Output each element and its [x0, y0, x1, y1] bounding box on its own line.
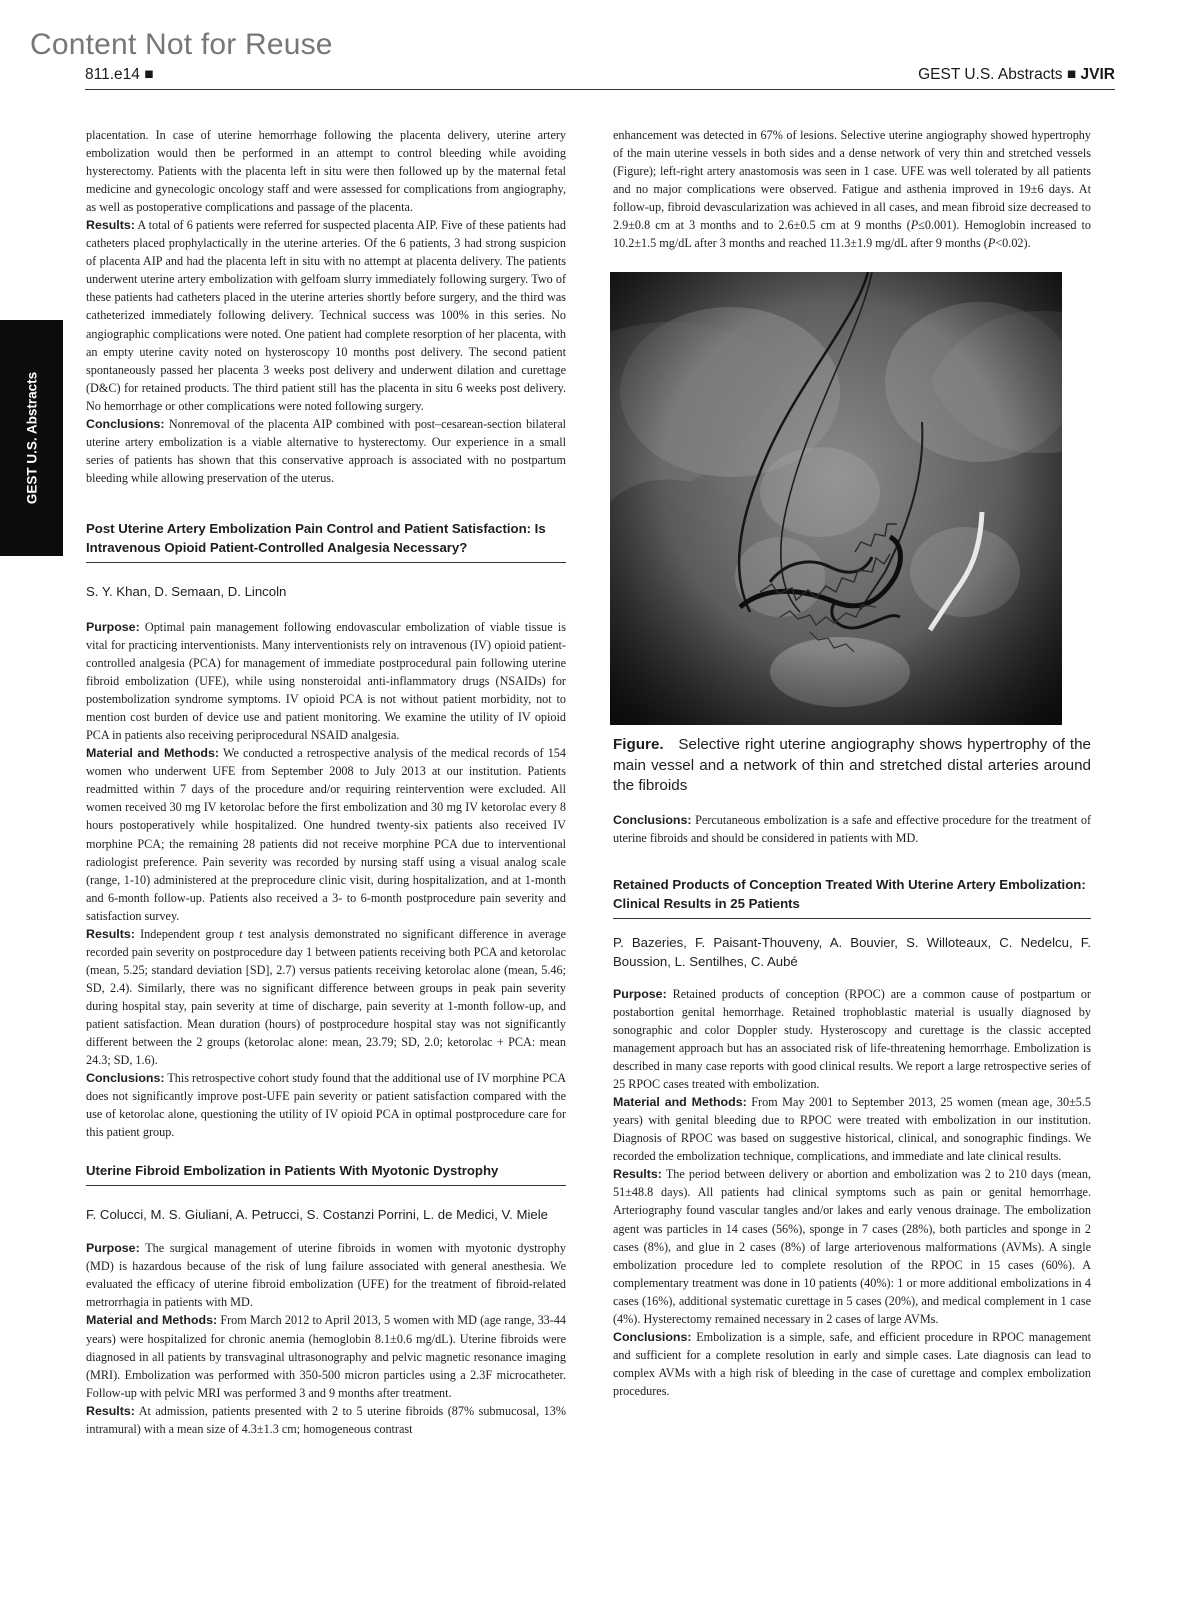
- methods-text: We conducted a retrospective analysis of the medical records of 154 women who underwent UFE from September 2008 to July 2013 at our institution. Patients readmitted within 7 days of the procedure and/or requiring reintervention were excluded. All women received 30 mg IV ketorolac before the first embolization and 30 mg IV ketorolac every 8 hours postoperatively while hospitalized. One hundred twenty-six patients also received IV morphine PCA; the remaining 28 patients did not receive morphine PCA due to interventional radiologist preference. Pain severity was recorded by nursing staff using a visual analog scale (range, 1-10) administered at the preprocedure clinic visit, during hospitalization, and at 1-month and 6-month follow-up. Patients also received a 3- to 6-month postprocedure pain severity and satisfaction survey.: [86, 746, 566, 923]
- results-text: Independent group: [140, 926, 234, 941]
- purpose-label: Purpose:: [86, 1241, 140, 1256]
- results-text: A total of 6 patients were referred for suspected placenta AIP. Five of these patients had catheters placed prophylactically in the uterine arteries. Of the 6 patients, 3 had strong suspicion of placenta AIP and had the placenta left in situ with no attempt at placenta delivery. The patients underwent uterine artery embolization with gelfoam slurry immediately following surgery. Two of these patients had catheters placed in the uterine arteries shortly before surgery, and the third was catheterized immediately following delivery. Technical success was 100% in this series. No angiographic complications were noted. One patient had complete resorption of her placenta, with an empty uterine cavity noted on hysteroscopy 10 months post delivery. The second patient spontaneously passed her placenta 3 weeks post delivery and underwent dilation and curettage (D&C) for retained products. The third patient still has the placenta in situ 6 weeks post delivery. No hemorrhage or other complications were noted following surgery.: [86, 218, 566, 413]
- figure-label: Figure.: [613, 736, 664, 754]
- continued-text: ≤0.001). Hemoglobin increased to 10.2±1.5 mg/dL after 3 months and reached 11.3±1.9 mg/dL after 9 months (: [613, 218, 1092, 251]
- p-symbol: P: [987, 236, 996, 251]
- separator-square: ■: [144, 66, 154, 83]
- side-tab-label: GEST U.S. Abstracts: [24, 371, 39, 505]
- methods-section: [86, 744, 566, 924]
- continued-paragraph: [613, 126, 1091, 252]
- purpose-section: [86, 618, 566, 744]
- purpose-label: Purpose:: [86, 619, 140, 634]
- page-number: 811.e14: [85, 66, 140, 83]
- figure-caption: [613, 735, 1091, 797]
- conclusions-label: Conclusions:: [613, 1329, 692, 1344]
- header-left: [85, 66, 154, 84]
- results-label: Results:: [86, 218, 135, 233]
- abstract-title: Uterine Fibroid Embolization in Patients With Myotonic Dystrophy: [86, 1161, 566, 1186]
- conclusions-section: [86, 1069, 566, 1141]
- p-symbol: P: [910, 218, 919, 233]
- abstract-title: Retained Products of Conception Treated With Uterine Artery Embolization: Clinical Results in 25 Patients: [613, 875, 1091, 919]
- conclusions-text: Percutaneous embolization is a safe and effective procedure for the treatment of uterine fibroids and should be considered in patients with MD.: [613, 812, 1091, 845]
- t-symbol: t: [239, 926, 243, 941]
- continued-paragraph: placentation. In case of uterine hemorrhage following the placenta delivery, uterine artery embolization would then be performed in an attempt to control bleeding while avoiding hysterectomy. Patients with the placenta left in situ were then followed up by the maternal fetal medicine and gynecologic oncology staff and were assessed for complications from angiography, as well as postoperative complications and passage of the placenta.: [86, 128, 566, 215]
- header-right: [918, 66, 1115, 84]
- conclusions-section: [613, 811, 1091, 847]
- running-header: [85, 63, 1115, 90]
- methods-text: From May 2001 to September 2013, 25 women (mean age, 30±5.5 years) with genital bleeding due to RPOC were treated with embolization in our institution. Diagnosis of RPOC was based on suggestive historical, clinical, and sonographic findings. We recorded the embolization technique, complications, and immediate and late clinical results.: [613, 1095, 1092, 1164]
- results-label: Results:: [86, 1403, 135, 1418]
- results-label: Results:: [613, 1167, 662, 1182]
- separator-square: ■: [1066, 66, 1077, 83]
- abstract-authors: P. Bazeries, F. Paisant-Thouveny, A. Bouvier, S. Willoteaux, C. Nedelcu, F. Boussion, L. Sentilhes, C. Aubé: [613, 934, 1091, 969]
- methods-section: [613, 1093, 1091, 1165]
- results-section: [86, 925, 566, 1069]
- methods-text: From March 2012 to April 2013, 5 women with MD (age range, 33-44 years) were hospitalized for chronic anemia (hemoglobin 8.1±0.6 mg/dL). Uterine fibroids were diagnosed in all patients by transvaginal ultrasonography and pelvic magnetic resonance imaging (MRI). Embolization was performed with 350-500 micron particles using a 2.3F microcatheter. Follow-up with pelvic MRI was performed 3 and 9 months after treatment.: [86, 1313, 567, 1400]
- results-section: [86, 216, 566, 415]
- results-text: test analysis demonstrated no significant difference in average recorded pain severity on postprocedure day 1 between patients receiving both PCA and ketorolac (mean, 5.25; standard deviation [SD], 2.7) versus patients receiving ketorolac alone (mean, 5.46; SD, 2.4). Similarly, there was no significant difference between groups in peak pain severity during hospital stay, pain severity at time of discharge, pain severity at 1-month follow-up, and patient satisfaction. Mean duration (hours) of postprocedure hospital stay was not significantly different between the 2 groups (ketorolac alone: mean, 23.79; SD, 2.0; ketorolac + PCA: mean 24.3; SD, 1.6).: [86, 926, 567, 1068]
- conclusions-label: Conclusions:: [86, 1071, 165, 1086]
- abstract-title: Post Uterine Artery Embolization Pain Control and Patient Satisfaction: Is Intravenous Opioid Patient-Controlled Analgesia Necessary?: [86, 519, 566, 563]
- purpose-text: Retained products of conception (RPOC) are a common cause of postpartum or postabortion genital hemorrhage. Retained trophoblastic material is usually diagnosed by sonographic and color Doppler study. Hysteroscopy and curettage is the classic accepted management approach but has an associated risk of life-threatening hemorrhage. Embolization is described in many case reports with good clinical results. We report a large retrospective series of 25 RPOC cases treated with embolization.: [613, 986, 1091, 1092]
- left-column: [86, 126, 566, 1438]
- methods-label: Material and Methods:: [613, 1095, 747, 1110]
- abstract-authors: S. Y. Khan, D. Semaan, D. Lincoln: [86, 583, 287, 599]
- abstract-retained-products: [613, 875, 1091, 1400]
- conclusions-section: [613, 1328, 1091, 1400]
- conclusions-label: Conclusions:: [86, 416, 165, 431]
- conclusions-text: Nonremoval of the placenta AIP combined with post–cesarean-section bilateral uterine artery embolization is a viable alternative to hysterectomy. Our experience in a small series of patients has shown that this conservative approach is associated with no postpartum bleeding while allowing preservation of the uterus.: [86, 416, 567, 485]
- journal-section: GEST U.S. Abstracts: [918, 66, 1063, 83]
- conclusions-label: Conclusions:: [613, 812, 692, 827]
- purpose-section: [86, 1239, 566, 1311]
- abstract-pain-control: [86, 519, 566, 1141]
- purpose-section: [613, 985, 1091, 1093]
- angiography-figure: [610, 272, 1062, 725]
- results-text: At admission, patients presented with 2 to 5 uterine fibroids (87% submucosal, 13% intramural) with a mean size of 4.3±1.3 cm; homogeneous contrast: [86, 1403, 566, 1436]
- results-section: [613, 1165, 1091, 1327]
- abstract-authors: F. Colucci, M. S. Giuliani, A. Petrucci, S. Costanzi Porrini, L. de Medici, V. Miele: [86, 1207, 548, 1223]
- purpose-label: Purpose:: [613, 986, 667, 1001]
- conclusions-text: This retrospective cohort study found that the additional use of IV morphine PCA does not significantly improve post-UFE pain severity or patient satisfaction compared with the use of ketorolac alone, questioning the utility of IV opioid PCA in optimal postprocedure care for this patient group.: [86, 1071, 566, 1140]
- conclusions-section: [86, 415, 566, 487]
- watermark: Content Not for Reuse: [30, 28, 333, 61]
- figure-caption-text: Selective right uterine angiography shows hypertrophy of the main vessel and a network of thin and stretched distal arteries around the fibroids: [613, 736, 1091, 795]
- angiography-image: [610, 272, 1062, 725]
- side-tab: [0, 320, 63, 556]
- results-label: Results:: [86, 926, 135, 941]
- journal-name: JVIR: [1080, 66, 1115, 83]
- abstract-myotonic-dystrophy: [86, 1161, 566, 1438]
- methods-label: Material and Methods:: [86, 746, 220, 761]
- results-text: The period between delivery or abortion and embolization was 2 to 210 days (mean, 51±48.8 days). All patients had clinical symptoms such as pain or genital hemorrhage. Arteriography found vascular tangles and/or lakes and early venous drainage. The embolization agent was particles in 14 cases (56%), sponge in 7 cases (28%), both particles and sponge in 2 cases (8%), and glue in 2 cases (8%) of large arteriovenous malformations (AVMs). A single embolization procedure led to complete resolution of the RPOC in 15 cases (60%). A complementary treatment was done in 10 patients (40%): 1 or more additional embolizations in 4 cases (16%), additional systematic curettage in 5 cases (20%), and medical complement in 1 case (4%). Hysterectomy remained necessary in 2 cases of large AVMs.: [613, 1167, 1091, 1326]
- methods-label: Material and Methods:: [86, 1313, 218, 1328]
- conclusions-text: Embolization is a simple, safe, and efficient procedure in RPOC management and sufficient for a complete resolution in early and simple cases. Late diagnosis can lead to complex AVMs with a high risk of bleeding in the case of curettage and complex embolization procedures.: [613, 1329, 1091, 1398]
- right-column: [613, 126, 1091, 1400]
- methods-section: [86, 1311, 566, 1401]
- purpose-text: Optimal pain management following endovascular embolization of viable tissue is vital for practicing interventionists. Many interventionists rely on intravenous (IV) opioid patient-controlled analgesia (PCA) for management of immediate postprocedural pain following uterine fibroid embolization (UFE), while using nonsteroidal anti-inflammatory drugs (NSAIDs) for postembolization syndrome symptoms. IV opioid PCA is not without patient morbidity, not to mention cost burden of device use and patient monitoring. We examine the utility of IV opioid PCA in patients also receiving periprocedural NSAID analgesia.: [86, 619, 567, 743]
- purpose-text: The surgical management of uterine fibroids in women with myotonic dystrophy (MD) is hazardous because of the risk of lung failure associated with general anesthesia. We evaluated the efficacy of uterine fibroid embolization (UFE) for the treatment of fibroid-related metrorrhagia in patients with MD.: [86, 1241, 566, 1310]
- results-section: [86, 1402, 566, 1438]
- continued-text: <0.02).: [995, 236, 1031, 251]
- continued-text: enhancement was detected in 67% of lesions. Selective uterine angiography showed hypertrophy of the main uterine vessels in both sides and a dense network of very thin and stretched vessels (Figure); left-right artery anastomosis was seen in 1 case. UFE was well tolerated by all patients and no major complications were observed. Fatigue and asthenia improved in 19±6 days. At follow-up, fibroid devascularization was achieved in all cases, and mean fibroid size decreased to 2.9±0.8 cm at 3 months and to 2.6±0.5 cm at 9 months (: [613, 128, 1091, 233]
